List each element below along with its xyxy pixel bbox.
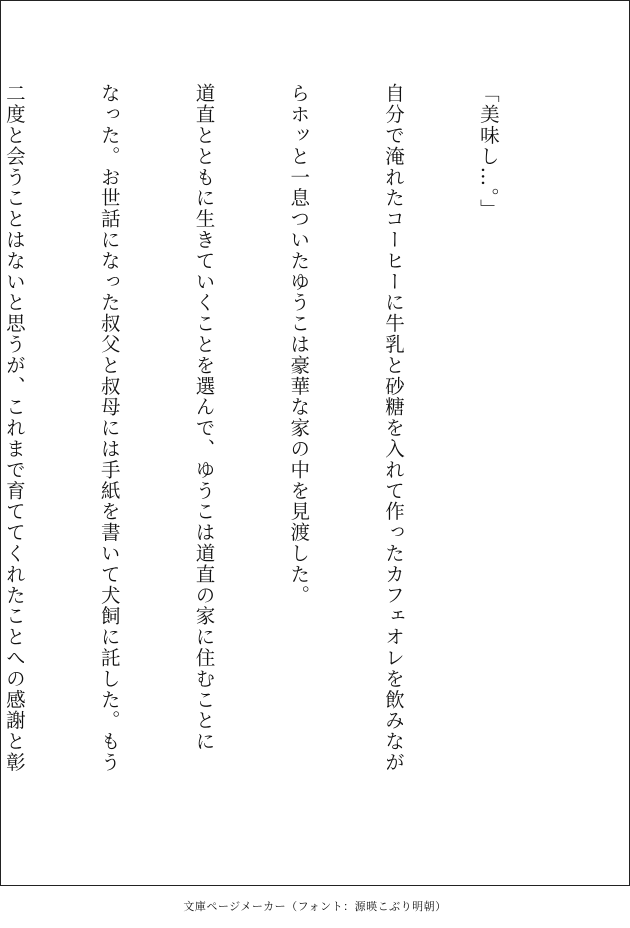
text-line: 「美味し…。」	[476, 83, 500, 220]
text-line: 自分で淹れたコーヒーに牛乳と砂糖を入れて作ったカフェオレを飲みなが	[382, 83, 406, 773]
text-line: 道直とともに生きていくことを選んで、ゆうこは道直の家に住むことに	[192, 83, 216, 752]
footer-credit: 文庫ページメーカー（フォント：源暎こぶり明朝）	[183, 900, 447, 913]
text-line: らホッと一息ついたゆうこは豪華な家の中を見渡した。	[287, 83, 311, 606]
text-line: なった。お世話になった叔父と叔母には手紙を書いて犬飼に託した。もう	[97, 83, 121, 773]
text-line: 二度と会うことはないと思うが、これまで育ててくれたことへの感謝と彰	[2, 83, 26, 773]
vertical-text-body	[0, 83, 567, 863]
